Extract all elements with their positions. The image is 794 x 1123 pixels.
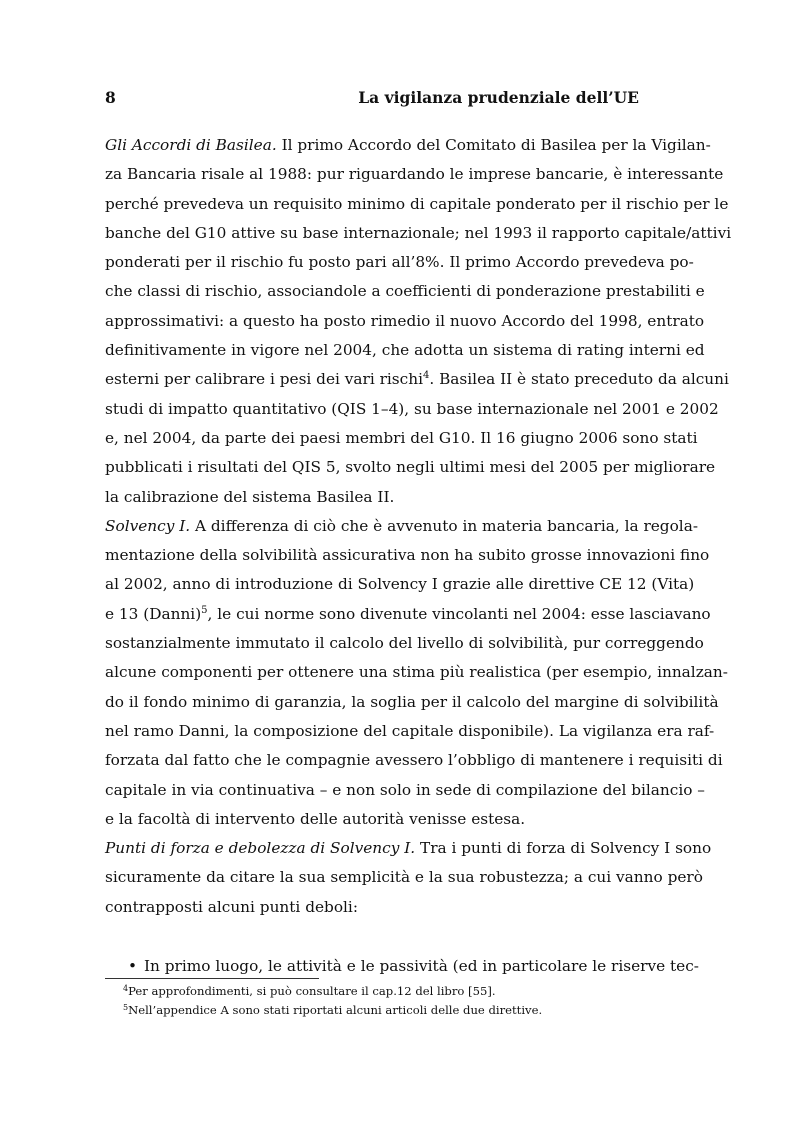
paragraph-punti-line-1: Punti di forza e debolezza di Solvency I. Tra i punti di forza di Solvency I sono: [105, 839, 712, 858]
paragraph-solvency-line-1: Solvency I. A differenza di ciò che è avvenuto in materia bancaria, la regola-: [105, 516, 698, 535]
paragraph-punti-line-3: contrapposti alcuni punti deboli:: [105, 897, 358, 916]
paragraph-basilea-line-9: esterni per calibrare i pesi dei vari rischi$^4$. Basilea II è stato preceduto da alcuni: [105, 370, 729, 389]
paragraph-solvency-line-4: e 13 (Danni)$^5$, le cui norme sono divenute vincolanti nel 2004: esse lasciavano: [105, 604, 711, 623]
paragraph-basilea-line-3: perché prevedeva un requisito minimo di capitale ponderato per il rischio per le: [105, 194, 729, 213]
paragraph-basilea-line-10: studi di impatto quantitativo (QIS 1–4), su base internazionale nel 2001 e 2002: [105, 399, 719, 418]
paragraph-solvency-line-3: al 2002, anno di introduzione di Solvency I grazie alle direttive CE 12 (Vita): [105, 575, 695, 594]
footnote-divider: [105, 978, 319, 979]
paragraph-solvency-line-9: forzata dal fatto che le compagnie avessero l’obbligo di mantenere i requisiti di: [105, 751, 723, 770]
paragraph-solvency-line-10: capitale in via continuativa – e non solo in sede di compilazione del bilancio –: [105, 780, 705, 799]
paragraph-basilea-line-13: la calibrazione del sistema Basilea II.: [105, 487, 395, 506]
paragraph-basilea-line-8: definitivamente in vigore nel 2004, che adotta un sistema di rating interni ed: [105, 341, 705, 360]
paragraph-solvency-line-11: e la facoltà di intervento delle autorità venisse estesa.: [105, 809, 526, 828]
paragraph-basilea-line-6: che classi di rischio, associandole a coefficienti di ponderazione prestabiliti e: [105, 282, 705, 301]
paragraph-solvency-line-6: alcune componenti per ottenere una stima più realistica (per esempio, innalzan-: [105, 663, 728, 682]
paragraph-solvency-line-7: do il fondo minimo di garanzia, la soglia per il calcolo del margine di solvibilità: [105, 692, 719, 711]
paragraph-basilea-line-11: e, nel 2004, da parte dei paesi membri del G10. Il 16 giugno 2006 sono stati: [105, 428, 698, 447]
paragraph-solvency-line-5: sostanzialmente immutato il calcolo del livello di solvibilità, pur correggendo: [105, 634, 704, 653]
list-item: [105, 952, 699, 981]
footnote-ref-5[interactable]: 5: [201, 604, 208, 616]
paragraph-basilea-line-2: za Bancaria risale al 1988: pur riguardando le imprese bancarie, è interessante: [105, 165, 724, 184]
section-heading-punti: Punti di forza e debolezza di Solvency I.: [105, 839, 416, 858]
bullet-icon: •: [128, 957, 138, 976]
running-header: [105, 88, 639, 107]
paragraph-basilea-line-4: banche del G10 attive su base internazionale; nel 1993 il rapporto capitale/attivi: [105, 223, 732, 242]
paragraph-punti-line-2: sicuramente da citare la sua semplicità e la sua robustezza; a cui vanno però: [105, 868, 703, 887]
paragraph-basilea-line-1: Gli Accordi di Basilea. Il primo Accordo del Comitato di Basilea per la Vigilan-: [105, 136, 711, 154]
paragraph-basilea-line-5: ponderati per il rischio fu posto pari all’8%. Il primo Accordo prevedeva po-: [105, 253, 694, 272]
paragraph-basilea-line-7: approssimativi: a questo ha posto rimedio il nuovo Accordo del 1998, entrato: [105, 311, 705, 330]
list-item-text: In primo luogo, le attività e le passività (ed in particolare le riserve tec-: [144, 957, 699, 976]
paragraph-spacer: [105, 922, 639, 952]
running-title: La vigilanza prudenziale dell’UE: [358, 88, 639, 107]
footnote-4: $^4$Per approfondimenti, si può consultare il cap.12 del libro [55].: [123, 984, 496, 998]
paragraph-solvency-line-8: nel ramo Danni, la composizione del capitale disponibile). La vigilanza era raf-: [105, 721, 715, 740]
footnotes: [105, 982, 639, 1020]
footnote-5: $^5$Nell’appendice A sono stati riportati alcuni articoli delle due direttive.: [123, 1003, 543, 1017]
footnote-ref-4[interactable]: 4: [422, 370, 430, 382]
section-heading-basilea: Gli Accordi di Basilea.: [105, 136, 277, 154]
page-number: 8: [105, 88, 116, 107]
section-heading-solvency: Solvency I.: [105, 516, 191, 535]
paragraph-basilea-line-12: pubblicati i risultati del QIS 5, svolto negli ultimi mesi del 2005 per migliorare: [105, 458, 716, 477]
paragraph-solvency-line-2: mentazione della solvibilità assicurativa non ha subito grosse innovazioni fino: [105, 546, 710, 565]
body-text: [105, 131, 732, 981]
